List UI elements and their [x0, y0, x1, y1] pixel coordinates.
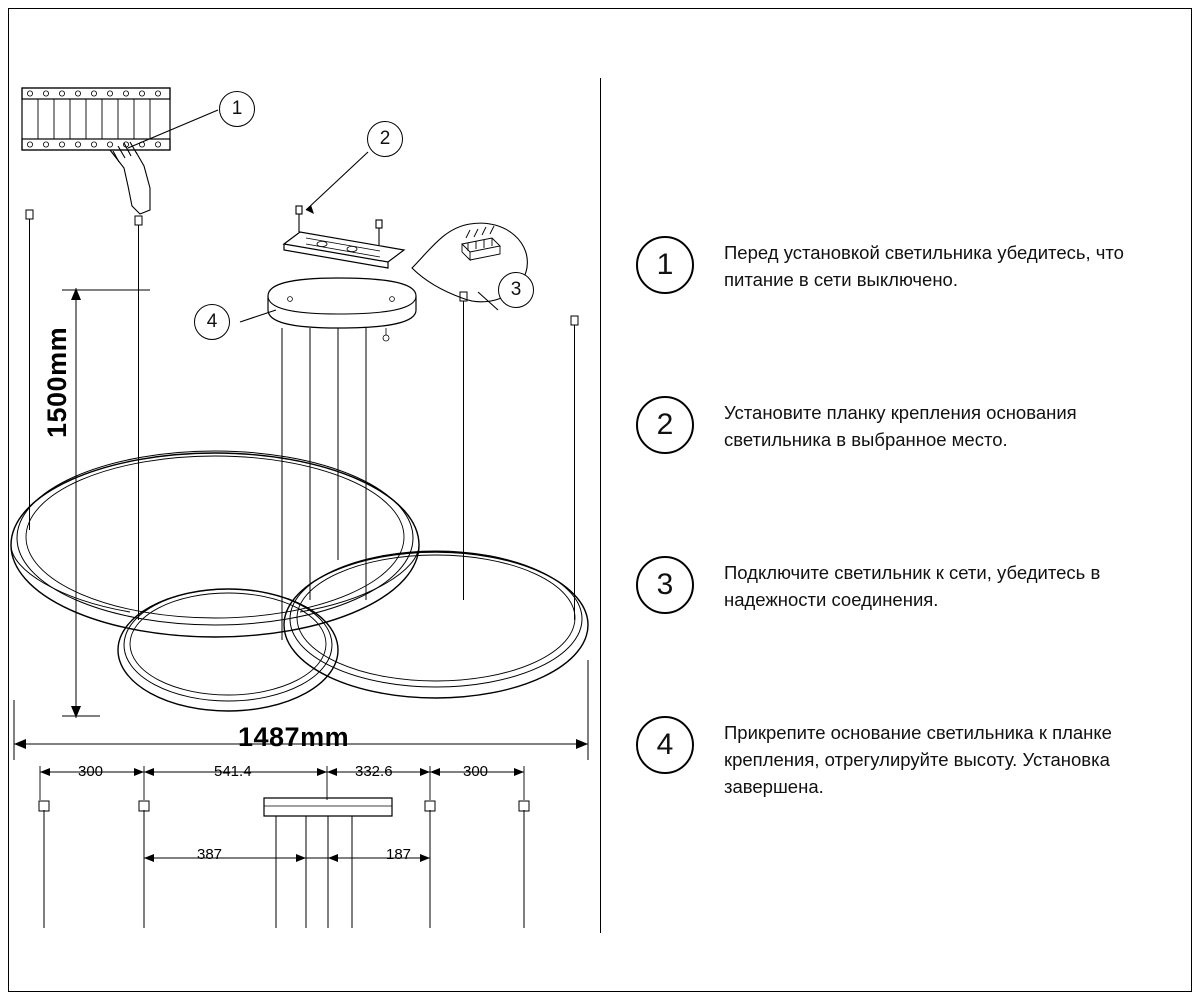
- step-number-4: 4: [636, 716, 694, 774]
- callout-3: 3: [498, 272, 534, 308]
- canopy-base: [268, 278, 416, 341]
- instruction-list: [636, 236, 1156, 876]
- plan-view: [39, 766, 529, 928]
- callout-1: 1: [219, 91, 255, 127]
- plan-dimension-332: 332.6: [355, 763, 393, 780]
- plan-dimension-387: 387: [197, 846, 223, 863]
- mounting-bar: [284, 206, 404, 268]
- callout-2: 2: [367, 121, 403, 157]
- ring-medium: [284, 551, 588, 698]
- step-text-3: Подключите светильник к сети, убедитесь в надежности соединения.: [724, 562, 1101, 610]
- plan-dimension-300-left: 300: [78, 763, 104, 780]
- terminal-block-icon: [22, 88, 170, 214]
- instruction-step-4: [636, 716, 1156, 828]
- plan-dimension-300-right: 300: [463, 763, 489, 780]
- instruction-step-2: [636, 396, 1156, 508]
- step-number-1: 1: [636, 236, 694, 294]
- callout-4: 4: [194, 304, 230, 340]
- instruction-step-3: [636, 556, 1156, 668]
- step-text-4: Прикрепите основание светильника к планке крепления, отрегулируйте высоту. Установка завершена.: [724, 722, 1112, 797]
- ring-large: [11, 451, 419, 637]
- dimension-width-label: 1487mm: [238, 722, 350, 752]
- step-text-2: Установите планку крепления основания светильника в выбранное место.: [724, 402, 1077, 450]
- step-text-1: Перед установкой светильника убедитесь, что питание в сети выключено.: [724, 242, 1124, 290]
- step-number-2: 2: [636, 396, 694, 454]
- dimension-height: [62, 288, 150, 718]
- ring-small: [118, 589, 338, 711]
- plan-dimension-187: 187: [386, 846, 412, 863]
- step-number-3: 3: [636, 556, 694, 614]
- plan-dimension-541: 541.4: [214, 763, 252, 780]
- dimension-height-label: 1500mm: [42, 326, 72, 438]
- instruction-step-1: [636, 236, 1156, 348]
